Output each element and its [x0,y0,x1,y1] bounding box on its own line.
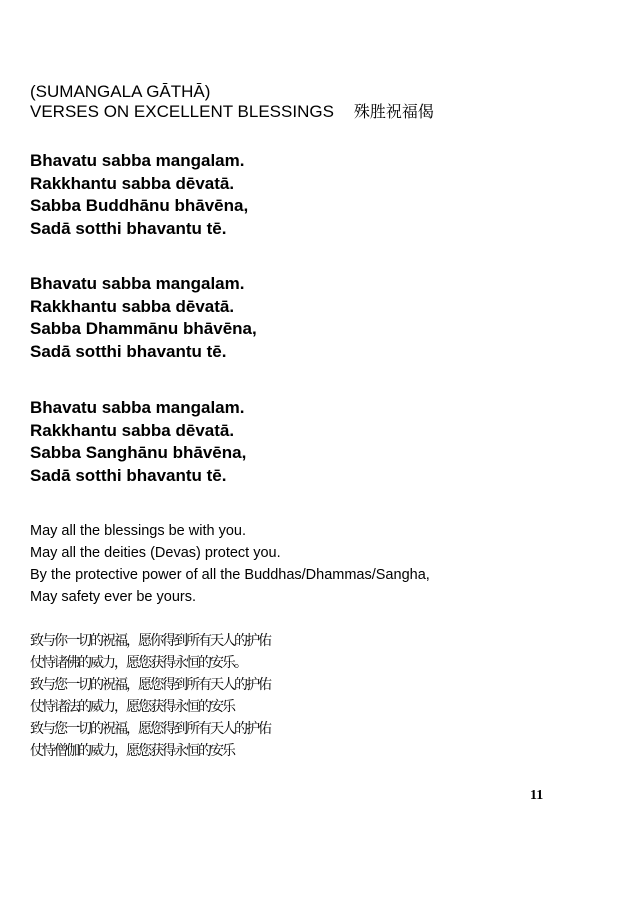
page-number: 11 [530,788,544,803]
verse-line: Sadā sotthi bhavantu tē. [30,341,227,361]
chinese-line: 致与您一切的祝福，愿您得到所有天人的护佑 [30,721,270,737]
verse-line: Bhavatu sabba mangalam. [30,398,245,417]
chinese-translation [30,630,270,762]
chinese-line: 仗恃僧伽的威力，愿您获得永恒的安乐 [30,743,234,759]
header-title-chinese: 殊胜祝福偈 [353,102,434,121]
header-title-english [30,102,434,122]
verse-line: Rakkhantu sabba dēvatā. [30,173,235,193]
chinese-line: 仗恃诸佛的威力，愿您获得永恒的安乐。 [30,655,246,671]
pali-stanza-1 [30,150,248,240]
verse-line: Sadā sotthi bhavantu tē. [30,465,227,485]
chinese-line: 致与您一切的祝福，愿您得到所有天人的护佑 [30,677,270,693]
pali-stanza-3 [30,397,246,487]
verse-line: Rakkhantu sabba dēvatā. [30,296,235,316]
verse-line: Bhavatu sabba mangalam. [30,274,245,293]
translation-line: By the protective power of all the Buddhas/Dhammas/Sangha, [30,567,430,583]
translation-line: May all the blessings be with you. [30,523,246,539]
verse-line: Rakkhantu sabba dēvatā. [30,420,235,440]
pali-stanza-2 [30,273,257,363]
translation-line: May safety ever be yours. [30,589,197,605]
page-header [30,82,434,122]
verse-line: Sabba Sanghānu bhāvēna, [30,443,247,462]
header-title-pali: (SUMANGALA GĀTHĀ) [30,82,211,101]
verse-line: Sabba Dhammānu bhāvēna, [30,319,257,338]
verse-line: Bhavatu sabba mangalam. [30,151,245,170]
header-title-english-text: VERSES ON EXCELLENT BLESSINGS [30,102,334,121]
chinese-line: 致与你一切的祝福，愿你得到所有天人的护佑 [30,633,270,649]
verse-line: Sabba Buddhānu bhāvēna, [30,196,249,215]
english-translation [30,520,430,608]
verse-line: Sadā sotthi bhavantu tē. [30,218,227,238]
translation-line: May all the deities (Devas) protect you. [30,545,281,561]
chinese-line: 仗恃诸法的威力，愿您获得永恒的安乐 [30,699,234,715]
